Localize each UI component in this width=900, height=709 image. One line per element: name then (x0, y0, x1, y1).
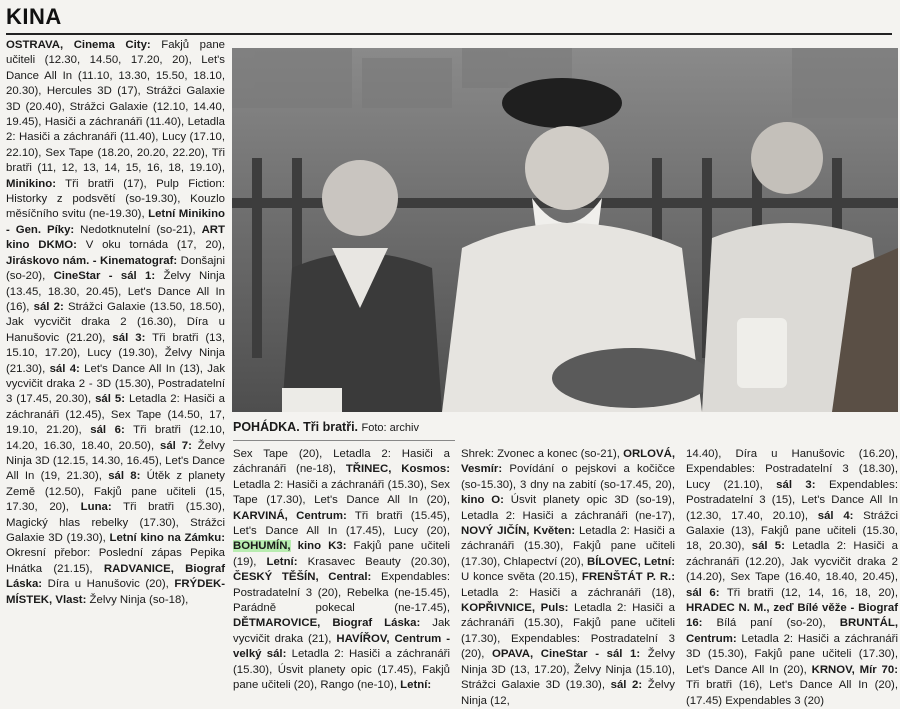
showtimes-text: Letadla 2: Hasiči a záchranáři (15.30), Sex Tape (17.30), Let's Dance All In (20), (233, 478, 450, 507)
caption-title: POHÁDKA. Tři bratři. (233, 420, 359, 434)
showtimes-text: U konce světa (20.15), (461, 571, 582, 584)
section-title: KINA (6, 4, 62, 29)
listings-column-3 (461, 447, 676, 707)
venue-name: FRÝDEK-MÍSTEK, Vlast: (6, 578, 225, 606)
showtimes-text: Útěk z planety Země (12.50), Fakjů pane učiteli (15, 17.30, 20), (6, 470, 225, 514)
showtimes-text: Tři bratři (17), Pulp Fiction: Historky z podsvětí (so-19.30), Kouzlo měsíčního svitu (ne-19.30), (6, 177, 225, 221)
listing-paragraph (686, 447, 898, 709)
showtimes-text: Expendables: Postradatelní 3 (20), Rebelka (ne-15.45), Parádně pokecal (ne-17.45), (233, 571, 450, 615)
venue-name: kino O: (461, 494, 504, 507)
showtimes-text: Tři bratři (15.30), Magický hlas rebelky (17.30), Strážci Galaxie 3D (19.30), (6, 501, 225, 544)
venue-name: sál 6: (90, 424, 125, 437)
venue-name: sál 3: (776, 478, 816, 491)
showtimes-text: Nedotknutelní (so-21), (74, 223, 202, 236)
showtimes-text: Strážci Galaxie (13.50, 18.50), Jak vycvičit draka 2 (16.30), Díra u Hanušovic (21.20), (6, 300, 225, 344)
showtimes-text: Expendables: Postradatelní 3 (15), Let's Dance All In (12.30, 17.40, 20.10), (686, 478, 898, 522)
showtimes-text: Tři bratři (12.10, 14.20, 16.30, 18.40, 20.50), (6, 424, 225, 452)
venue-name: ART kino DKMO: (6, 223, 225, 252)
listings-column-1 (6, 38, 225, 683)
listing-paragraph (233, 447, 450, 694)
venue-name: CineStar - sál 1: (53, 270, 156, 283)
venue-name: KARVINÁ, Centrum: (233, 509, 347, 522)
showtimes-text: Želvy Ninja (13.45, 18.30, 20.45), Let's Dance All In (16), (6, 270, 225, 313)
highlighted-venue: BOHUMÍN, (233, 540, 291, 553)
showtimes-text: Želvy Ninja 3D (12.15, 14.30, 16.45), Let's Dance All In (19, 21.30), (6, 439, 225, 483)
venue-name: Letní: (400, 679, 432, 692)
venue-name: ORLOVÁ, Vesmír: (461, 448, 675, 476)
venue-name: kino K3: (290, 540, 347, 553)
showtimes-text: Díra u Hanušovic (20), (42, 578, 175, 591)
venue-name: Letní kino na Zámku: (109, 532, 226, 544)
showtimes-text: Shrek: Zvonec a konec (so-21), (461, 448, 624, 460)
venue-name: Letní: (266, 555, 298, 568)
showtimes-text: Letadla 2: Hasiči a záchranáři 3D (15.30), Fakjů pane učiteli (17.30), Let's Dance All In (20), (686, 632, 898, 676)
venue-name: sál 6: (686, 586, 720, 599)
venue-name: sál 5: (751, 540, 785, 553)
showtimes-text: Fakjů pane učiteli (19), (233, 540, 450, 568)
showtimes-text: 14.40), Díra u Hanušovic (16.20), Expendables: Postradatelní 3 (18.30), Lucy (21.10), (686, 448, 898, 491)
showtimes-text: Želvy Ninja 3D (13, 17.20), Želvy Ninja (15.10), Strážci Galaxie 3D (19.30), (461, 648, 675, 692)
showtimes-text: Krasavec Beauty (20.30), (297, 555, 450, 568)
venue-name: sál 4: (49, 362, 80, 375)
venue-name: KRNOV, Mír 70: (811, 663, 898, 676)
listings-column-2 (233, 447, 451, 692)
showtimes-text: Okresní přebor: Poslední zápas Pepika Hnátka (21.15), (6, 547, 225, 575)
showtimes-text: Sex Tape (20), Letadla 2: Hasiči a záchranáři (ne-18), (233, 448, 450, 476)
venue-name: KOPŘIVNICE, Puls: (461, 602, 569, 615)
venue-name: sál 5: (95, 393, 125, 406)
title-rule (6, 33, 892, 35)
showtimes-text: Tři bratři (13, 15.10, 17.20), Lucy (19.30), Želvy Ninja (21.30), (6, 331, 225, 375)
showtimes-text: Fakjů pane učiteli (12.30, 14.50, 17.20, 20), Let's Dance All In (11.10, 13.30, 15.50, 18.10, 20.30), Hercules 3D (17), Strážci Galaxie 3D (20.40), Strážci Galaxie (12.10, 14.40, 19.45), Hasiči a záchranáři (11.40), Letadla 2: Hasiči a záchranáři (11.40), Lucy (17.10, 22.10), Sex Tape (18.20, 20.20, 22.20), Tři bratři (11, 12, 13, 14, 15, 16, 18, 19.10), (6, 39, 225, 175)
showtimes-text: Jak vycvičit draka (21), (233, 617, 450, 645)
venue-name: RADVANICE, Biograf Láska: (6, 562, 225, 591)
venue-name: HAVÍŘOV, Centrum - velký sál: (233, 632, 450, 661)
showtimes-text: Želvy Ninja (so-18), (86, 593, 189, 606)
venue-name: sál 4: (817, 509, 854, 522)
showtimes-text: Povídání o pejskovi a kočičce (so-15.30), 3 dny na zabití (so-17.45, 20), (461, 463, 675, 491)
showtimes-text: Letadla 2: Hasiči a záchranáři (15.30), Fakjů pane učiteli (17.30), Chlapectví (20), (461, 525, 675, 568)
showtimes-text: Strážci Galaxie (13), Fakjů pane učiteli (15.30, 18, 20.30), (686, 509, 898, 553)
listing-paragraph (461, 447, 675, 709)
venue-name: Minikino: (6, 177, 56, 190)
listing-paragraph (6, 38, 225, 608)
venue-name: TŘINEC, Kosmos: (345, 463, 450, 476)
venue-name: BÍLOVEC, Letní: (587, 555, 675, 568)
venue-name: Jiráskovo nám. - Kinematograf: (6, 254, 178, 267)
venue-name: sál 3: (112, 331, 146, 344)
showtimes-text: Letadla 2: Hasiči a záchranáři (12.45), Sex Tape (14.50, 17, 19.10, 21.20), (6, 393, 225, 437)
showtimes-text: V oku tornáda (17, 20), (76, 239, 225, 252)
venue-name: FRENŠTÁT P. R.: (581, 571, 676, 584)
venue-name: OPAVA, CineStar - sál 1: (492, 648, 641, 661)
showtimes-text: Tři bratři (12, 14, 16, 18, 20), (719, 586, 898, 599)
showtimes-text: Bílá paní (so-20), (702, 617, 840, 630)
showtimes-text: Letadla 2: Hasiči a záchranáři (12.20), Jak vycvičit draka 2 (14.20), Sex Tape (16.40, 18.40, 20.45), (686, 540, 898, 584)
showtimes-text: Letadla 2: Hasiči a záchranáři (15.30), Úsvit planety opic (17.45), Fakjů pane učiteli (20), Rango (ne-10), (233, 648, 450, 692)
showtimes-text: Tři bratři (15.45), Let's Dance All In (17.45), Lucy (20), (233, 509, 451, 538)
venue-name: ČESKÝ TĚŠÍN, Central: (233, 571, 372, 584)
showtimes-text: Želvy Ninja (12, (461, 679, 675, 707)
showtimes-text: Letadla 2: Hasiči a záchranáři (18), (461, 586, 675, 599)
listings-column-4 (686, 447, 898, 707)
showtimes-text: Úsvit planety opic 3D (so-19), Letadla 2: Hasiči a záchranáři (ne-17), (461, 494, 675, 522)
article-photo (232, 48, 898, 412)
showtimes-text: Letadla 2: Hasiči a záchranáři (15.30), Fakjů pane učiteli (17.30), Expendables: Postradatelní 3 (20), (461, 602, 675, 661)
caption-credit: Foto: archiv (361, 422, 419, 434)
venue-name: HRADEC N. M., zeď Bílé věže - Biograf 16: (686, 602, 898, 630)
venue-name: Letní Minikino - Gen. Píky: (6, 208, 225, 236)
photo-caption (233, 420, 893, 434)
venue-name: sál 8: (108, 470, 141, 483)
venue-name: sál 2: (610, 679, 643, 692)
venue-name: BRUNTÁL, Centrum: (686, 617, 898, 645)
venue-name: NOVÝ JIČÍN, Květen: (461, 525, 576, 538)
venue-name: OSTRAVA, Cinema City: (6, 39, 151, 51)
venue-name: sál 2: (33, 300, 64, 313)
showtimes-text: Tři bratři (16), Let's Dance All In (20), (17.45) Expendables 3 (20) (686, 679, 898, 707)
venue-name: DĚTMAROVICE, Biograf Láska: (233, 617, 421, 630)
showtimes-text: Donšajni (so-20), (6, 254, 225, 283)
venue-name: Luna: (80, 501, 112, 514)
showtimes-text: Let's Dance All In (13), Jak vycvičit draka 2 - 3D (15.30), Postradatelní 3 (17.45, 20.30), (6, 362, 226, 406)
venue-name: sál 7: (160, 439, 192, 452)
caption-rule (233, 440, 455, 441)
